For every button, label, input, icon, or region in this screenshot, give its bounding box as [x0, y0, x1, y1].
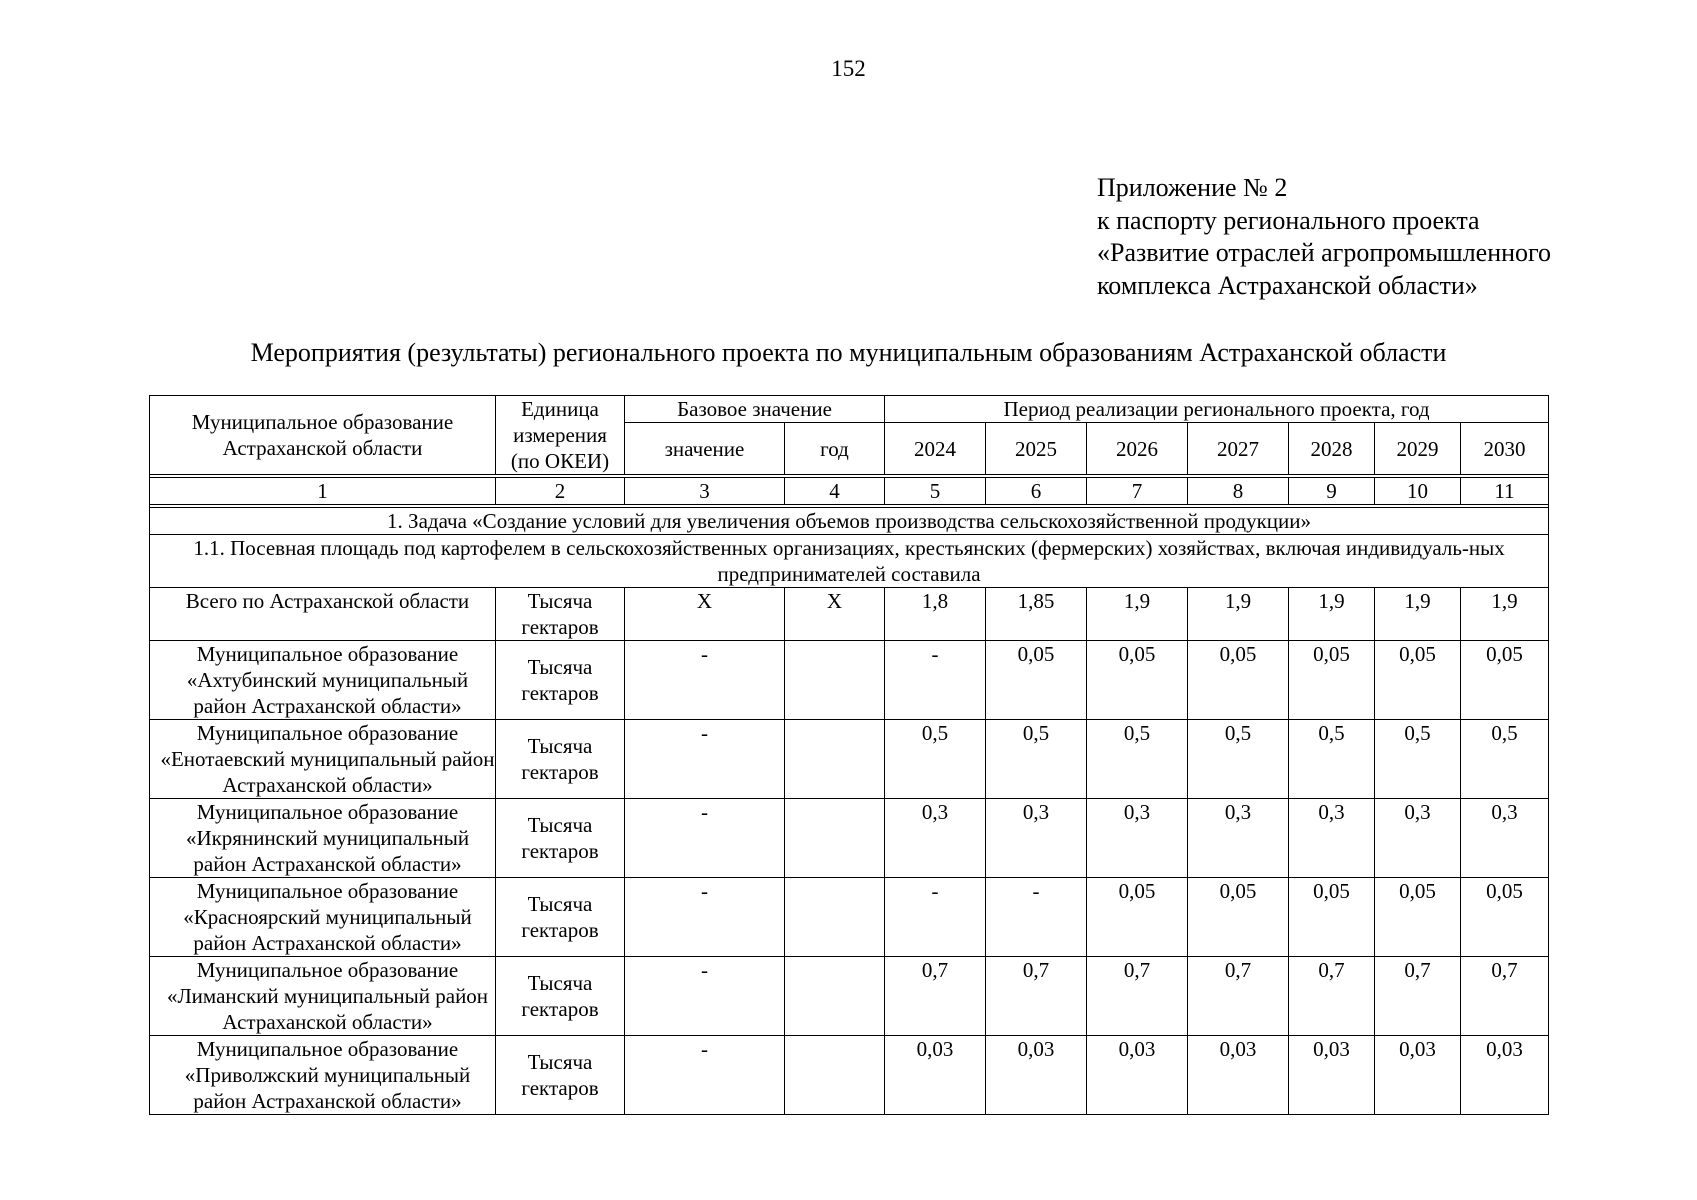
base-year-cell [785, 878, 885, 957]
header-year: 2025 [986, 423, 1087, 475]
column-number: 4 [785, 478, 885, 505]
value-cell: 0,5 [1087, 720, 1188, 799]
value-cell: 0,05 [1461, 641, 1549, 720]
value-cell: 1,8 [885, 588, 986, 641]
header-base-value: значение [625, 423, 785, 475]
value-cell: 0,03 [1087, 1036, 1188, 1115]
appendix-line: «Развитие отраслей агропромышленного [1097, 238, 1552, 267]
base-year-cell [785, 1036, 885, 1115]
value-cell: 0,5 [1289, 720, 1375, 799]
unit-cell: Тысяча гектаров [496, 641, 625, 720]
column-number: 9 [1289, 478, 1375, 505]
column-number: 3 [625, 478, 785, 505]
value-cell: 0,03 [986, 1036, 1087, 1115]
unit-cell: Тысяча гектаров [496, 720, 625, 799]
column-number: 1 [150, 478, 496, 505]
table-row [150, 799, 1549, 878]
column-number: 6 [986, 478, 1087, 505]
value-cell: 0,3 [885, 799, 986, 878]
header-year: 2024 [885, 423, 986, 475]
value-cell: 0,05 [1188, 878, 1289, 957]
header-base-year: год [785, 423, 885, 475]
base-year-cell [785, 720, 885, 799]
base-value-cell: - [625, 1036, 785, 1115]
header-year: 2030 [1461, 423, 1549, 475]
value-cell: - [885, 878, 986, 957]
table-row [150, 1036, 1549, 1115]
column-number: 11 [1461, 478, 1549, 505]
appendix-line: к паспорту регионального проекта [1097, 205, 1480, 235]
value-cell: 0,03 [1375, 1036, 1461, 1115]
value-cell: 0,05 [986, 641, 1087, 720]
region-cell: Муниципальное образование «Лиманский муниципальный район Астраханской области» [150, 957, 496, 1036]
value-cell: - [885, 641, 986, 720]
unit-cell: Тысяча гектаров [496, 957, 625, 1036]
base-value-cell: - [625, 720, 785, 799]
value-cell: 0,05 [1289, 641, 1375, 720]
unit-cell: Тысяча гектаров [496, 1036, 625, 1115]
base-year-cell [785, 799, 885, 878]
table-row [150, 641, 1549, 720]
column-numbers-row [150, 478, 1549, 505]
measures-table [149, 395, 1549, 1115]
appendix-note [1097, 172, 1551, 302]
value-cell: 0,03 [885, 1036, 986, 1115]
region-cell: Муниципальное образование «Красноярский муниципальный район Астраханской области» [150, 878, 496, 957]
header-year: 2029 [1375, 423, 1461, 475]
value-cell: 0,7 [1188, 957, 1289, 1036]
value-cell: 0,7 [986, 957, 1087, 1036]
value-cell: 1,9 [1087, 588, 1188, 641]
value-cell: 0,3 [1188, 799, 1289, 878]
value-cell: 0,7 [1289, 957, 1375, 1036]
value-cell: 0,7 [1087, 957, 1188, 1036]
base-value-cell: - [625, 641, 785, 720]
base-value-cell: X [625, 588, 785, 641]
subtask-row: 1.1. Посевная площадь под картофелем в сельскохозяйственных организациях, крестьянских (фермерских) хозяйствах, включая индивидуаль-ных предпринимателей составила [150, 535, 1549, 588]
value-cell: 0,3 [1375, 799, 1461, 878]
header-year: 2028 [1289, 423, 1375, 475]
base-year-cell [785, 957, 885, 1036]
value-cell: 0,03 [1188, 1036, 1289, 1115]
value-cell: 0,3 [1289, 799, 1375, 878]
table-row [150, 588, 1549, 641]
value-cell: 0,03 [1461, 1036, 1549, 1115]
column-number: 8 [1188, 478, 1289, 505]
value-cell: 0,05 [1375, 641, 1461, 720]
table-row [150, 878, 1549, 957]
header-period: Период реализации регионального проекта, год [885, 396, 1549, 423]
value-cell: - [986, 878, 1087, 957]
region-cell: Муниципальное образование «Енотаевский муниципальный район Астраханской области» [150, 720, 496, 799]
base-value-cell: - [625, 957, 785, 1036]
value-cell: 0,5 [1461, 720, 1549, 799]
value-cell: 0,5 [986, 720, 1087, 799]
value-cell: 0,05 [1087, 878, 1188, 957]
column-number: 10 [1375, 478, 1461, 505]
appendix-line: Приложение № 2 [1097, 173, 1288, 202]
value-cell: 1,9 [1375, 588, 1461, 641]
table-row [150, 957, 1549, 1036]
value-cell: 0,5 [885, 720, 986, 799]
base-year-cell [785, 641, 885, 720]
value-cell: 1,9 [1289, 588, 1375, 641]
region-cell: Всего по Астраханской области [150, 588, 496, 641]
value-cell: 0,7 [885, 957, 986, 1036]
unit-cell: Тысяча гектаров [496, 878, 625, 957]
region-cell: Муниципальное образование «Ахтубинский муниципальный район Астраханской области» [150, 641, 496, 720]
unit-cell: Тысяча гектаров [496, 588, 625, 641]
header-year: 2027 [1188, 423, 1289, 475]
value-cell: 0,5 [1188, 720, 1289, 799]
value-cell: 0,03 [1289, 1036, 1375, 1115]
task-row: 1. Задача «Создание условий для увеличения объемов производства сельскохозяйственной продукции» [150, 508, 1549, 535]
value-cell: 1,9 [1461, 588, 1549, 641]
base-year-cell: X [785, 588, 885, 641]
value-cell: 0,05 [1375, 878, 1461, 957]
value-cell: 0,7 [1375, 957, 1461, 1036]
table-row [150, 720, 1549, 799]
header-unit: Единица измерения (по ОКЕИ) [496, 396, 625, 475]
value-cell: 0,05 [1188, 641, 1289, 720]
value-cell: 0,5 [1375, 720, 1461, 799]
appendix-line: комплекса Астраханской области» [1097, 270, 1478, 300]
column-number: 5 [885, 478, 986, 505]
unit-cell: Тысяча гектаров [496, 799, 625, 878]
document-title: Мероприятия (результаты) регионального проекта по муниципальным образованиям Астраханской области [250, 338, 1447, 367]
value-cell: 1,9 [1188, 588, 1289, 641]
header-base: Базовое значение [625, 396, 885, 423]
value-cell: 0,05 [1461, 878, 1549, 957]
value-cell: 1,85 [986, 588, 1087, 641]
value-cell: 0,3 [986, 799, 1087, 878]
value-cell: 0,05 [1289, 878, 1375, 957]
column-number: 2 [496, 478, 625, 505]
value-cell: 0,7 [1461, 957, 1549, 1036]
header-year: 2026 [1087, 423, 1188, 475]
value-cell: 0,3 [1087, 799, 1188, 878]
page-number: 152 [831, 56, 866, 81]
region-cell: Муниципальное образование «Приволжский муниципальный район Астраханской области» [150, 1036, 496, 1115]
value-cell: 0,05 [1087, 641, 1188, 720]
region-cell: Муниципальное образование «Икрянинский муниципальный район Астраханской области» [150, 799, 496, 878]
column-number: 7 [1087, 478, 1188, 505]
base-value-cell: - [625, 799, 785, 878]
base-value-cell: - [625, 878, 785, 957]
value-cell: 0,3 [1461, 799, 1549, 878]
header-region: Муниципальное образование Астраханской области [150, 396, 496, 475]
